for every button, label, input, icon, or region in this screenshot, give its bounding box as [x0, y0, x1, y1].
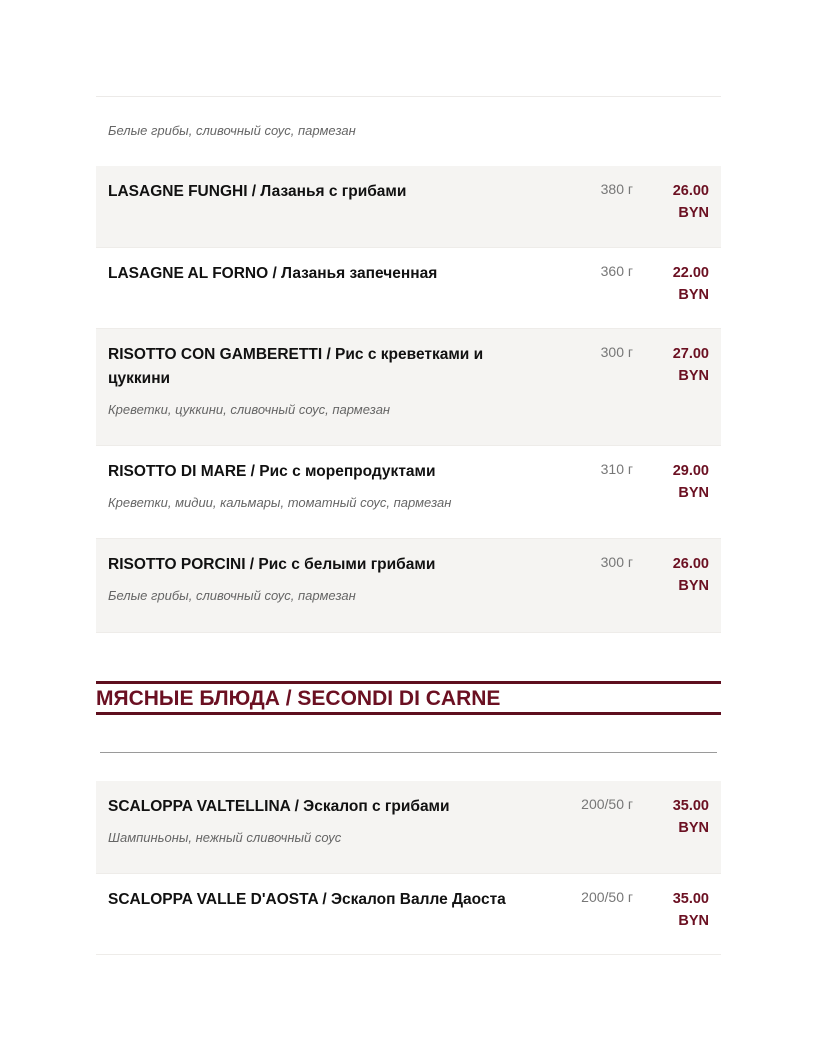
menu-item — [96, 781, 721, 874]
price-value: 22.00 — [672, 265, 709, 281]
price-value: 35.00 — [672, 891, 709, 907]
menu-item — [96, 539, 721, 633]
price-value: 27.00 — [672, 346, 709, 362]
price-currency: BYN — [678, 205, 709, 221]
section-title: МЯСНЫЕ БЛЮДА / SECONDI DI CARNE — [96, 681, 721, 715]
dish-weight: 380 г — [600, 181, 633, 197]
dish-name: LASAGNE FUNGHI / Лазанья с грибами — [108, 183, 407, 200]
menu-item — [96, 248, 721, 329]
price-currency: BYN — [678, 368, 709, 384]
price-value: 26.00 — [672, 556, 709, 572]
menu-item — [96, 446, 721, 539]
dish-description: Креветки, цуккини, сливочный соус, пармезан — [108, 402, 391, 417]
dish-name: LASAGNE AL FORNO / Лазанья запеченная — [108, 265, 438, 282]
dish-name: RISOTTO DI MARE / Рис с морепродуктами — [108, 463, 436, 480]
menu-item — [96, 166, 721, 248]
dish-price — [649, 539, 709, 605]
price-currency: BYN — [678, 578, 709, 594]
price-currency: BYN — [678, 913, 709, 929]
price-currency: BYN — [678, 287, 709, 303]
dish-weight: 300 г — [600, 554, 633, 570]
section-meat — [96, 681, 721, 955]
dish-weight: 310 г — [600, 461, 633, 477]
price-currency: BYN — [678, 820, 709, 836]
section-divider — [100, 752, 717, 753]
dish-price — [649, 781, 709, 847]
price-value: 29.00 — [672, 463, 709, 479]
dish-price — [649, 874, 709, 932]
dish-price — [649, 248, 709, 306]
dish-price — [649, 446, 709, 512]
dish-price — [649, 329, 709, 419]
dish-weight: 300 г — [600, 344, 633, 360]
dish-weight: 360 г — [600, 263, 633, 279]
dish-description: Белые грибы, сливочный соус, пармезан — [108, 588, 356, 603]
menu-item — [96, 329, 721, 446]
dish-name: SCALOPPA VALTELLINA / Эскалоп с грибами — [108, 798, 450, 815]
intro-description: Белые грибы, сливочный соус, пармезан — [108, 123, 356, 138]
menu-item — [96, 874, 721, 955]
dish-price — [649, 166, 709, 224]
price-value: 26.00 — [672, 183, 709, 199]
dish-name: RISOTTO CON GAMBERETTI / Рис с креветками и цуккини — [108, 346, 484, 387]
dish-weight: 200/50 г — [581, 889, 633, 905]
dish-description: Креветки, мидии, кальмары, томатный соус, пармезан — [108, 495, 452, 510]
price-currency: BYN — [678, 485, 709, 501]
dish-name: SCALOPPA VALLE D'AOSTA / Эскалоп Валле Даоста — [108, 891, 506, 908]
dish-weight: 200/50 г — [581, 796, 633, 812]
menu-page — [96, 96, 721, 955]
dish-name: RISOTTO PORCINI / Рис с белыми грибами — [108, 556, 436, 573]
dish-description: Шампиньоны, нежный сливочный соус — [108, 830, 342, 845]
price-value: 35.00 — [672, 798, 709, 814]
